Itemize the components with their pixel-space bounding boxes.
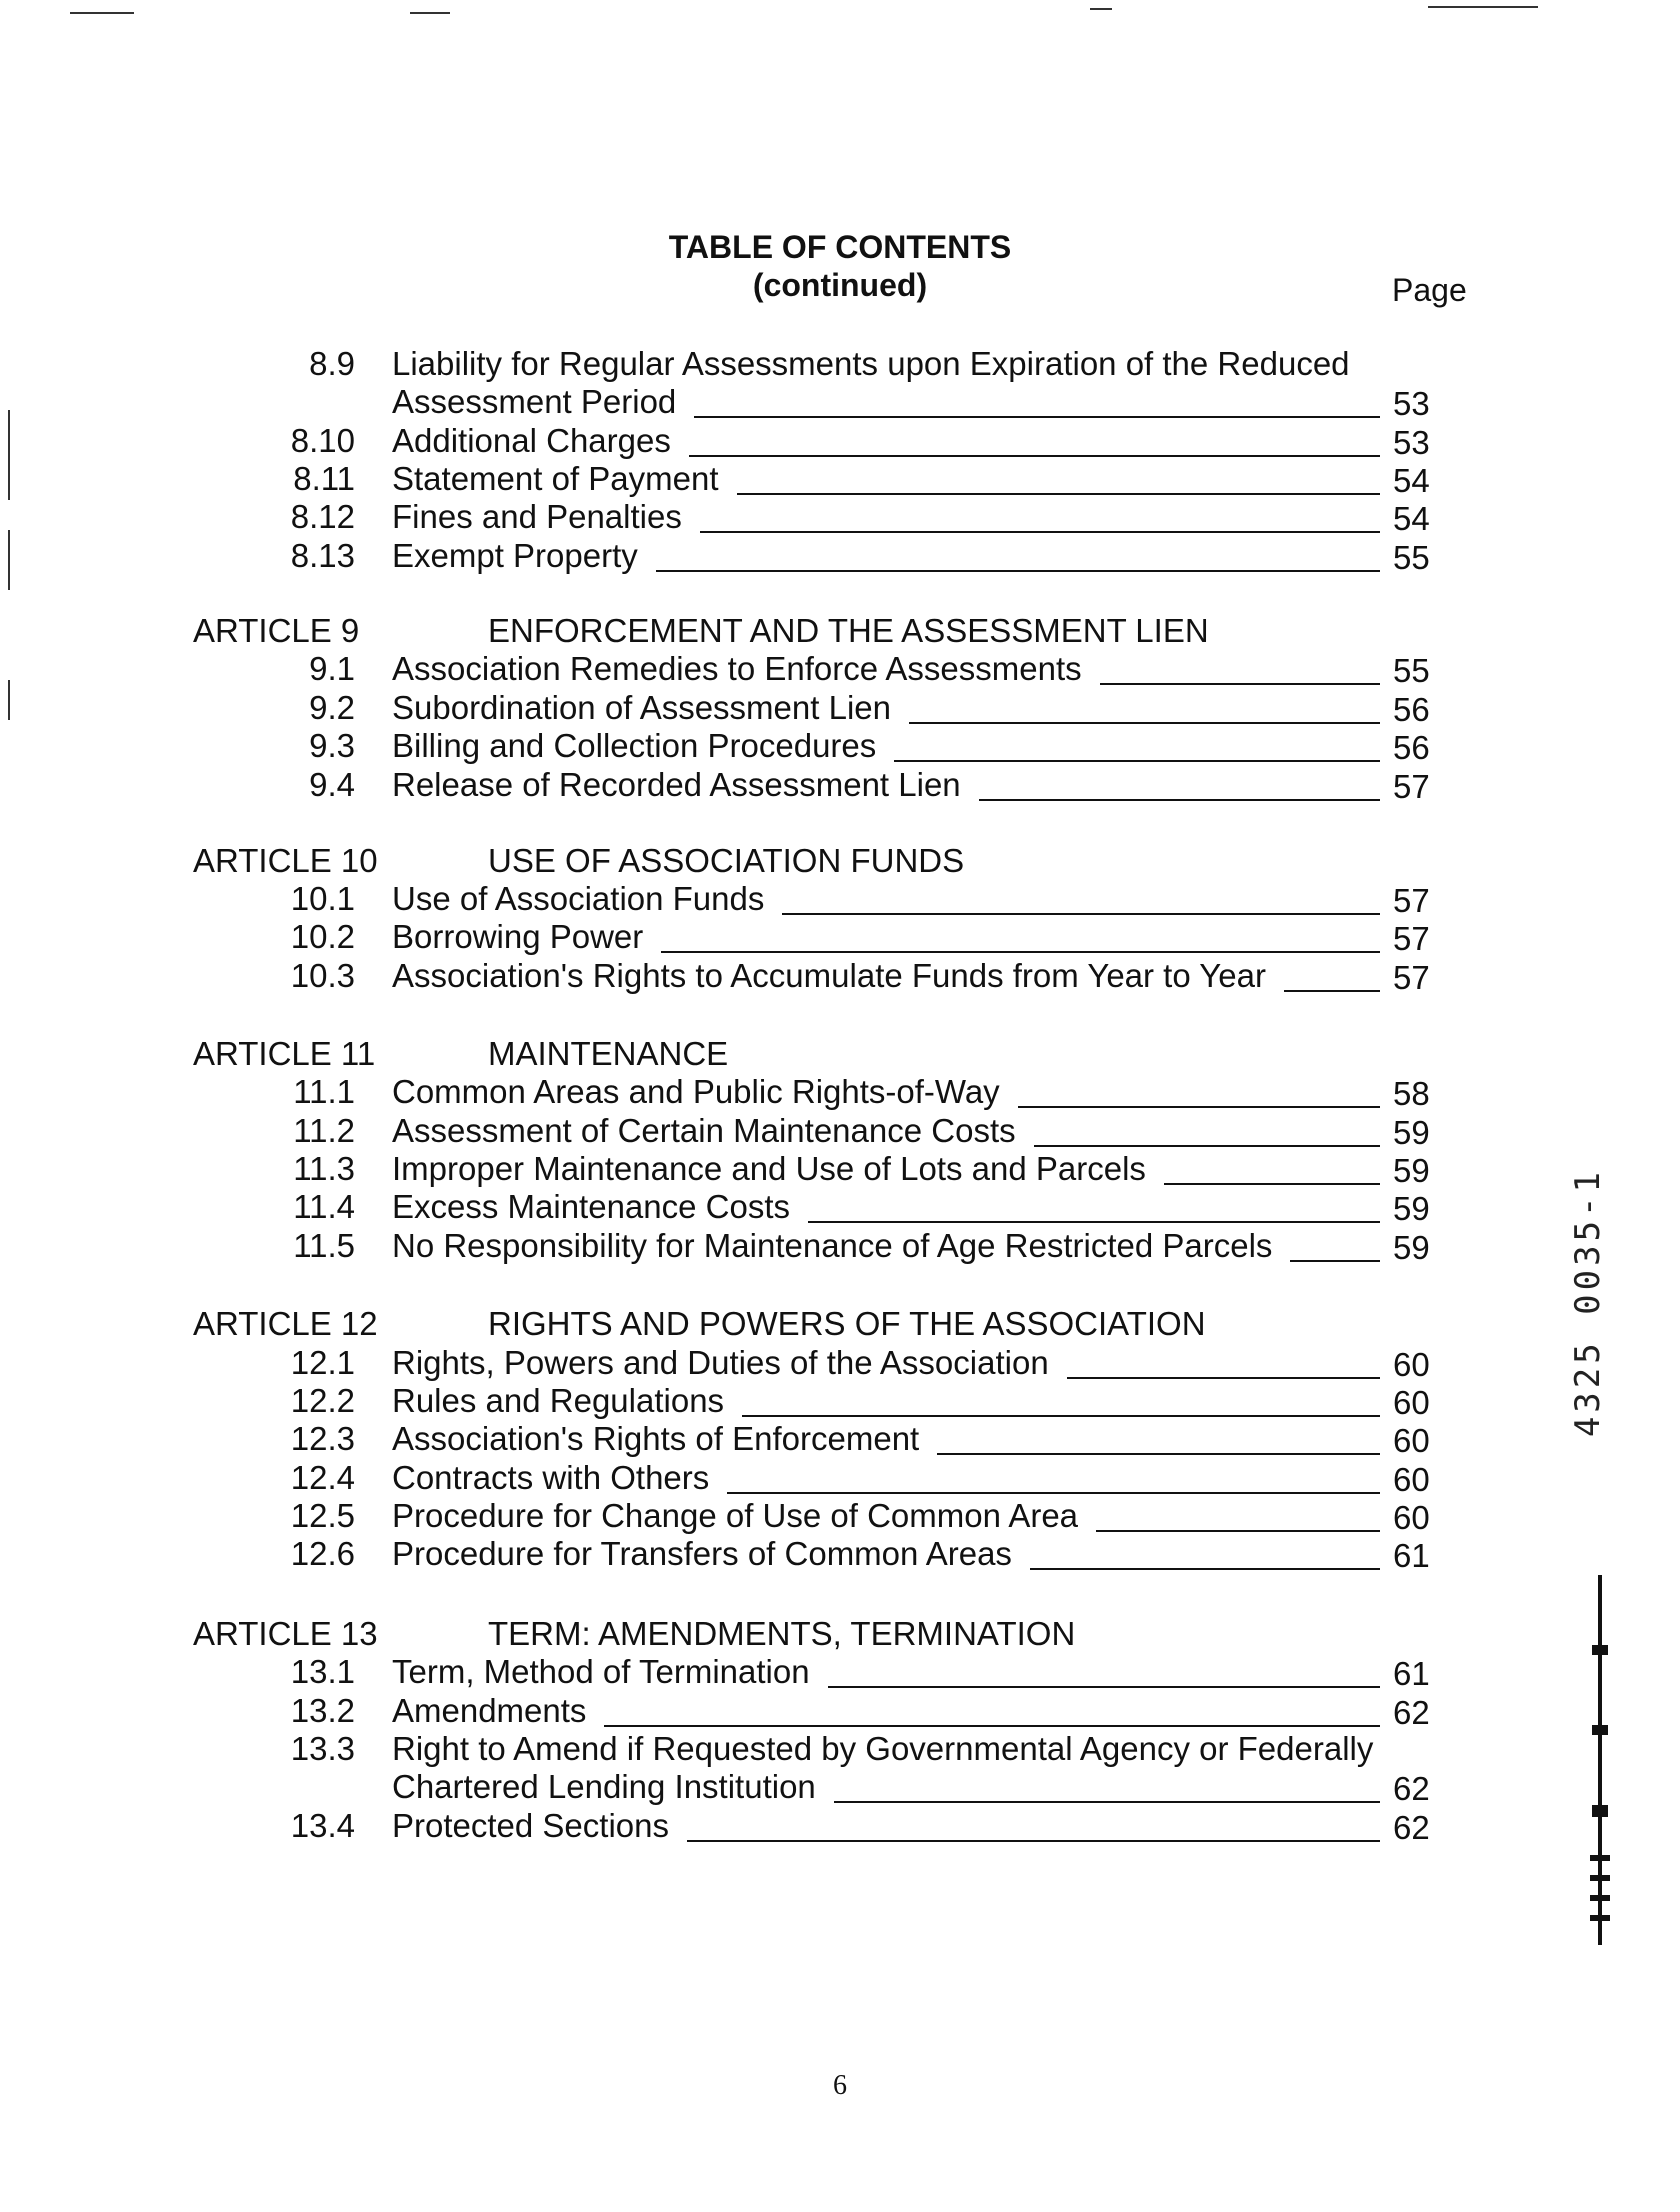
entry-title: Improper Maintenance and Use of Lots and Parcels	[392, 1150, 1146, 1187]
entry-title: Procedure for Transfers of Common Areas	[392, 1535, 1012, 1572]
leader-line	[661, 951, 1380, 953]
toc-entry[interactable]	[0, 727, 1680, 767]
entry-title: Protected Sections	[392, 1807, 669, 1844]
scan-mark	[70, 12, 134, 14]
article-title: ENFORCEMENT AND THE ASSESSMENT LIEN	[488, 612, 1209, 649]
leader-line	[937, 1453, 1380, 1455]
entry-page-number: 55	[1393, 652, 1430, 689]
entry-page-number: 59	[1393, 1229, 1430, 1266]
entry-title: Excess Maintenance Costs	[392, 1188, 791, 1225]
entry-title: Amendments	[392, 1692, 587, 1729]
entry-title: Liability for Regular Assessments upon Expiration of the Reduced	[392, 345, 1350, 382]
entry-number: 12.6	[290, 1535, 355, 1572]
entry-page-number: 60	[1393, 1422, 1430, 1459]
leader-line	[828, 1686, 1380, 1688]
leader-line	[1018, 1106, 1380, 1108]
entry-page-number: 57	[1393, 920, 1430, 957]
toc-entry[interactable]	[0, 1459, 1680, 1499]
entry-number: 12.5	[290, 1497, 355, 1534]
entry-number: 11.4	[293, 1188, 355, 1225]
scan-mark	[1090, 8, 1112, 10]
entry-number: 11.5	[293, 1227, 355, 1264]
entry-title: Release of Recorded Assessment Lien	[392, 766, 961, 803]
entry-number: 9.4	[309, 766, 355, 803]
leader-line	[782, 913, 1380, 915]
entry-number: 8.13	[290, 537, 355, 574]
toc-entry[interactable]	[0, 650, 1680, 690]
toc-entry[interactable]	[0, 766, 1680, 806]
entry-title: Additional Charges	[392, 422, 671, 459]
leader-line	[1034, 1145, 1380, 1147]
article-title: TERM: AMENDMENTS, TERMINATION	[488, 1615, 1076, 1652]
leader-line	[737, 493, 1380, 495]
entry-title-continued: Chartered Lending Institution	[392, 1768, 816, 1805]
entry-number: 8.11	[293, 460, 355, 497]
entry-page-number: 54	[1393, 500, 1430, 537]
entry-number: 12.2	[290, 1382, 355, 1419]
entry-title: Use of Association Funds	[392, 880, 765, 917]
toc-entry[interactable]	[0, 422, 1680, 462]
toc-entry[interactable]	[0, 918, 1680, 958]
toc-entry[interactable]	[0, 1227, 1680, 1267]
toc-entry[interactable]	[0, 498, 1680, 538]
entry-number: 12.4	[290, 1459, 355, 1496]
article-label: ARTICLE 13	[193, 1615, 378, 1652]
toc-entry[interactable]	[0, 1344, 1680, 1384]
entry-title: Borrowing Power	[392, 918, 644, 955]
recording-stamp-text: 4325 0035-1	[1568, 1168, 1608, 1438]
toc-entry[interactable]	[0, 460, 1680, 500]
entry-number: 13.2	[290, 1692, 355, 1729]
entry-page-number: 60	[1393, 1384, 1430, 1421]
toc-entry[interactable]	[0, 1073, 1680, 1113]
toc-entry[interactable]	[0, 689, 1680, 729]
toc-entry[interactable]	[0, 1730, 1680, 1810]
entry-page-number: 62	[1393, 1694, 1430, 1731]
toc-entry[interactable]	[0, 1188, 1680, 1228]
article-label: ARTICLE 12	[193, 1305, 378, 1342]
toc-entry[interactable]	[0, 957, 1680, 997]
toc-entry[interactable]	[0, 537, 1680, 577]
leader-line	[1030, 1568, 1380, 1570]
toc-entry[interactable]	[0, 345, 1680, 425]
leader-line	[979, 799, 1380, 801]
entry-page-number: 53	[1393, 424, 1430, 461]
toc-entry[interactable]	[0, 1653, 1680, 1693]
entry-title: Rights, Powers and Duties of the Association	[392, 1344, 1049, 1381]
entry-page-number: 62	[1393, 1809, 1430, 1846]
article-title: MAINTENANCE	[488, 1035, 729, 1072]
entry-page-number: 56	[1393, 691, 1430, 728]
entry-number: 10.3	[290, 957, 355, 994]
entry-title: Billing and Collection Procedures	[392, 727, 877, 764]
entry-title: Contracts with Others	[392, 1459, 710, 1496]
entry-number: 13.4	[290, 1807, 355, 1844]
leader-line	[1290, 1260, 1380, 1262]
leader-line	[808, 1221, 1380, 1223]
entry-number: 12.3	[290, 1420, 355, 1457]
leader-line	[894, 760, 1380, 762]
leader-line	[687, 1840, 1380, 1842]
entry-title: Rules and Regulations	[392, 1382, 725, 1419]
entry-page-number: 60	[1393, 1499, 1430, 1536]
article-label: ARTICLE 9	[193, 612, 360, 649]
entry-number: 11.3	[293, 1150, 355, 1187]
recording-stamp	[1568, 1168, 1628, 1437]
entry-title: Exempt Property	[392, 537, 638, 574]
entry-page-number: 58	[1393, 1075, 1430, 1112]
entry-page-number: 60	[1393, 1346, 1430, 1383]
entry-title: Procedure for Change of Use of Common Area	[392, 1497, 1079, 1534]
toc-entry[interactable]	[0, 1692, 1680, 1732]
toc-entry[interactable]	[0, 1382, 1680, 1422]
entry-page-number: 53	[1393, 385, 1430, 422]
leader-line	[1164, 1183, 1380, 1185]
article-title: RIGHTS AND POWERS OF THE ASSOCIATION	[488, 1305, 1206, 1342]
leader-line	[656, 570, 1380, 572]
leader-line	[604, 1725, 1380, 1727]
entry-title: Right to Amend if Requested by Governmental Agency or Federally	[392, 1730, 1374, 1767]
entry-number: 10.1	[290, 880, 355, 917]
page-column-label: Page	[1392, 272, 1467, 308]
entry-number: 9.3	[309, 727, 355, 764]
entry-page-number: 55	[1393, 539, 1430, 576]
entry-number: 8.12	[290, 498, 355, 535]
leader-line	[727, 1492, 1380, 1494]
toc-entry[interactable]	[0, 1112, 1680, 1152]
entry-number: 9.2	[309, 689, 355, 726]
toc-entry[interactable]	[0, 1807, 1680, 1847]
article-title: USE OF ASSOCIATION FUNDS	[488, 842, 965, 879]
entry-title: Association's Rights to Accumulate Funds from Year to Year	[392, 957, 1266, 994]
entry-number: 11.1	[293, 1073, 355, 1110]
entry-number: 13.3	[290, 1730, 355, 1767]
entry-page-number: 60	[1393, 1461, 1430, 1498]
article-label: ARTICLE 10	[193, 842, 378, 879]
entry-page-number: 57	[1393, 959, 1430, 996]
toc-entry[interactable]	[0, 1497, 1680, 1537]
entry-number: 11.2	[293, 1112, 355, 1149]
leader-line	[1284, 990, 1380, 992]
entry-title: Association Remedies to Enforce Assessments	[392, 650, 1082, 687]
entry-page-number: 61	[1393, 1655, 1430, 1692]
leader-line	[689, 455, 1380, 457]
leader-line	[1096, 1530, 1380, 1532]
toc-entry[interactable]	[0, 1420, 1680, 1460]
entry-page-number: 54	[1393, 462, 1430, 499]
leader-line	[834, 1801, 1380, 1803]
entry-number: 8.10	[290, 422, 355, 459]
scan-mark	[1428, 6, 1538, 8]
entry-title: Subordination of Assessment Lien	[392, 689, 891, 726]
toc-entry[interactable]	[0, 1535, 1680, 1575]
entry-page-number: 57	[1393, 882, 1430, 919]
entry-page-number: 61	[1393, 1537, 1430, 1574]
entry-page-number: 62	[1393, 1770, 1430, 1807]
entry-number: 12.1	[290, 1344, 355, 1381]
entry-title: No Responsibility for Maintenance of Age Restricted Parcels	[392, 1227, 1273, 1264]
margin-barcode	[1580, 1575, 1620, 1945]
entry-page-number: 56	[1393, 729, 1430, 766]
entry-title-continued: Assessment Period	[392, 383, 677, 420]
entry-number: 10.2	[290, 918, 355, 955]
entry-title: Statement of Payment	[392, 460, 719, 497]
toc-entry[interactable]	[0, 880, 1680, 920]
page-title: TABLE OF CONTENTS	[668, 229, 1012, 265]
scan-mark	[410, 12, 450, 14]
article-label: ARTICLE 11	[193, 1035, 376, 1072]
entry-page-number: 59	[1393, 1152, 1430, 1189]
page-subtitle: (continued)	[752, 267, 928, 303]
leader-line	[742, 1415, 1380, 1417]
entry-title: Common Areas and Public Rights-of-Way	[392, 1073, 1000, 1110]
entry-page-number: 57	[1393, 768, 1430, 805]
entry-title: Term, Method of Termination	[392, 1653, 810, 1690]
entry-title: Association's Rights of Enforcement	[392, 1420, 920, 1457]
leader-line	[1100, 683, 1380, 685]
entry-number: 9.1	[309, 650, 355, 687]
entry-title: Assessment of Certain Maintenance Costs	[392, 1112, 1016, 1149]
entry-page-number: 59	[1393, 1114, 1430, 1151]
page-number: 6	[833, 2070, 847, 2101]
entry-number: 13.1	[290, 1653, 355, 1690]
entry-page-number: 59	[1393, 1190, 1430, 1227]
entry-number: 8.9	[309, 345, 355, 382]
entry-title: Fines and Penalties	[392, 498, 682, 535]
leader-line	[1067, 1377, 1380, 1379]
leader-line	[694, 416, 1380, 418]
leader-line	[700, 531, 1380, 533]
toc-entry[interactable]	[0, 1150, 1680, 1190]
leader-line	[909, 722, 1380, 724]
